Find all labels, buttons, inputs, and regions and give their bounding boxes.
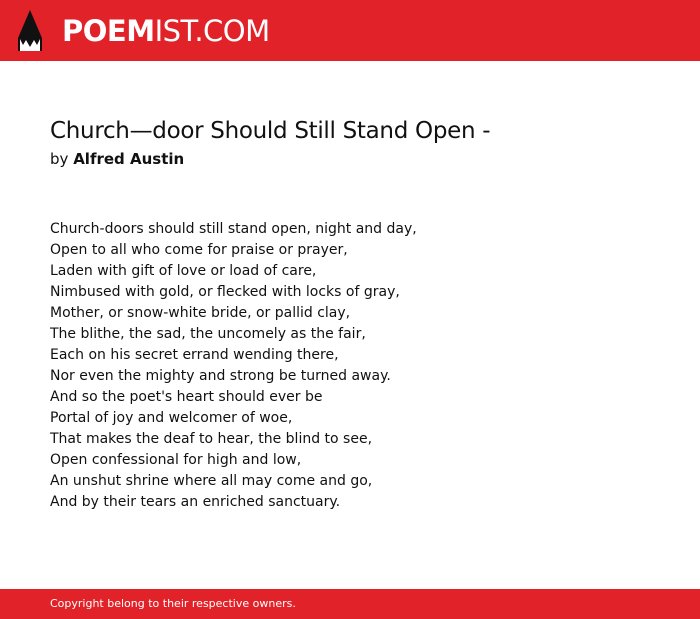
poem-line: And so the poet's heart should ever be [50,389,323,405]
poem-line: Laden with gift of love or load of care, [50,263,317,279]
poem-line: Church-doors should still stand open, night and day, [50,221,417,237]
poem-line: Open to all who come for praise or prayer, [50,242,348,258]
site-header [0,0,700,61]
poem-line: An unshut shrine where all may come and go, [50,473,373,489]
site-footer [0,589,700,619]
poem-line: And by their tears an enriched sanctuary. [50,494,341,510]
site-logo[interactable] [62,12,270,50]
byline [50,149,184,169]
poem-line: Each on his secret errand wending there, [50,347,339,363]
pencil-logo-icon [18,10,42,51]
poem-body [50,219,417,513]
poem-line: Nor even the mighty and strong be turned away. [50,368,391,384]
poem-line: Mother, or snow-white bride, or pallid clay, [50,305,351,321]
author-name: Alfred Austin [73,150,185,168]
poem-line: That makes the deaf to hear, the blind to see, [50,431,373,447]
logo-text-bold: POEM [62,14,155,48]
poem-title: Church—door Should Still Stand Open - [50,118,491,144]
byline-prefix: by [50,150,69,168]
poem-line: Portal of joy and welcomer of woe, [50,410,293,426]
poem-line: The blithe, the sad, the uncomely as the fair, [50,326,366,342]
copyright-notice: Copyright belong to their respective owners. [50,597,296,610]
logo-text-light: IST.COM [154,14,270,48]
poem-line: Open confessional for high and low, [50,452,302,468]
poem-line: Nimbused with gold, or flecked with locks of gray, [50,284,400,300]
